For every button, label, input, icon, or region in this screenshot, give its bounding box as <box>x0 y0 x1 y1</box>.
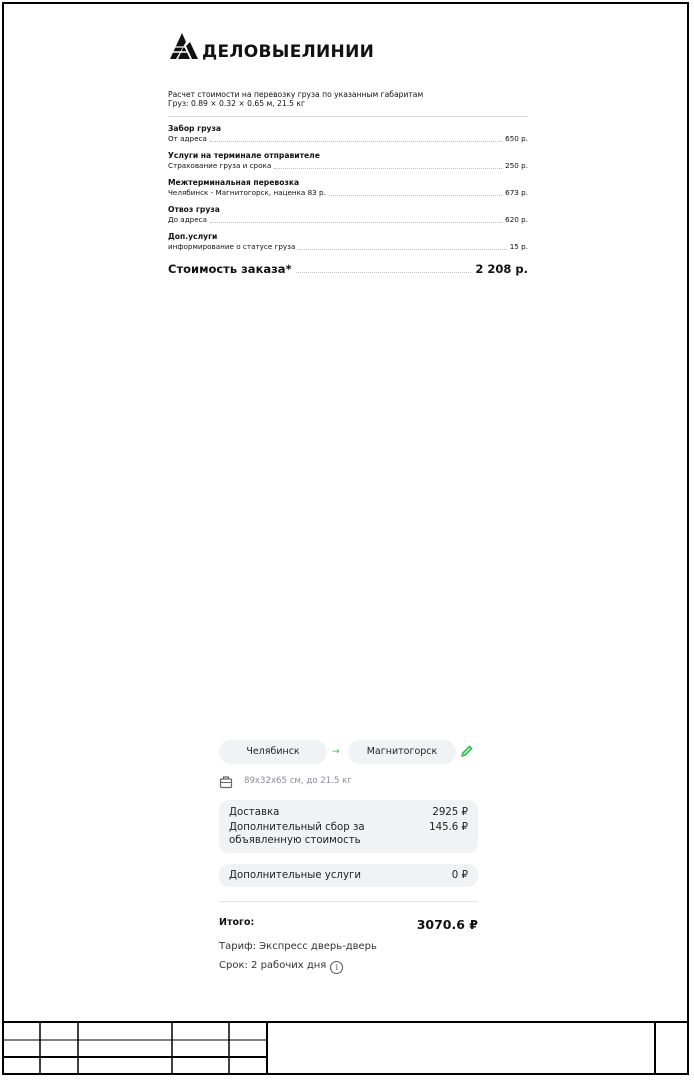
section-title: Межтерминальная перевозка <box>168 178 300 187</box>
widget-total-label: Итого: <box>219 917 255 928</box>
leader-dots <box>210 222 502 223</box>
fee-label: Дополнительный сбор за объявленную стоимость <box>229 822 365 846</box>
line-item <box>168 242 528 252</box>
order-total-label: Стоимость заказа* <box>168 262 292 276</box>
arrow-right-icon: → <box>332 747 340 757</box>
pencil-icon[interactable] <box>460 745 473 758</box>
stamp-grid <box>2 1021 689 1075</box>
to-city-field[interactable]: Магнитогорск <box>348 740 456 764</box>
line-item-value: 620 р. <box>505 215 528 224</box>
delivery-label: Доставка <box>229 807 280 818</box>
section-title: Отвоз груза <box>168 205 220 214</box>
line-item-label: До адреса <box>168 215 208 224</box>
info-icon[interactable]: i <box>330 961 343 974</box>
calc-heading: Расчет стоимости на перевозку груза по указанным габаритам <box>168 90 424 99</box>
mountain-logo-icon <box>168 30 200 60</box>
route-row <box>219 740 478 764</box>
section-extra-services <box>168 232 528 252</box>
extra-services <box>229 869 468 882</box>
calc-cargo: Груз: 0.89 × 0.32 × 0.65 м, 21.5 кг <box>168 99 305 108</box>
line-item <box>168 161 528 171</box>
divider <box>168 116 528 117</box>
line-item-value: 650 р. <box>505 134 528 143</box>
section-interterminal <box>168 178 528 198</box>
leader-dots <box>329 195 502 196</box>
widget-total <box>219 917 478 932</box>
line-item <box>168 134 528 144</box>
cargo-summary <box>219 775 478 789</box>
leader-dots <box>296 272 472 273</box>
line-item-value: 15 р. <box>509 242 528 251</box>
from-city-field[interactable]: Челябинск <box>219 740 327 764</box>
logo-wordmark: ДЕЛОВЫЕЛИНИИ <box>202 42 375 62</box>
delivery-value: 2925 ₽ <box>432 807 468 818</box>
line-item-value: 250 р. <box>505 161 528 170</box>
section-pickup <box>168 124 528 144</box>
section-sender-terminal <box>168 151 528 171</box>
delivery-row <box>229 806 468 819</box>
leader-dots <box>298 249 506 250</box>
fee-row <box>229 821 468 847</box>
term-text: Срок: 2 рабочих дня <box>219 960 327 971</box>
order-total <box>168 262 528 276</box>
divider <box>219 901 478 902</box>
cost-calculation <box>168 90 528 276</box>
line-item-label: Страхование груза и срока <box>168 161 272 170</box>
tariff-text: Тариф: Экспресс дверь-дверь <box>219 941 377 952</box>
line-item-value: 673 р. <box>505 188 528 197</box>
line-item-label: От адреса <box>168 134 207 143</box>
fee-value: 145.6 ₽ <box>429 822 468 833</box>
section-title: Услуги на терминале отправителе <box>168 151 320 160</box>
widget-total-value: 3070.6 ₽ <box>416 917 478 932</box>
section-title: Забор груза <box>168 124 222 133</box>
line-item <box>168 215 528 225</box>
leader-dots <box>274 168 502 169</box>
extra-services-value: 0 ₽ <box>451 870 468 881</box>
section-delivery <box>168 205 528 225</box>
box-icon <box>219 775 233 789</box>
title-block-stamp <box>2 1021 689 1075</box>
order-total-value: 2 208 р. <box>475 262 528 276</box>
leader-dots <box>210 141 502 142</box>
section-title: Доп.услуги <box>168 232 218 241</box>
extra-services-label: Дополнительные услуги <box>229 870 361 881</box>
delivery-widget <box>219 740 478 974</box>
cargo-dimensions: 89x32x65 см, до 21.5 кг <box>244 776 352 786</box>
extra-services-row[interactable] <box>219 864 478 887</box>
price-breakdown <box>219 800 478 853</box>
term-line <box>219 959 478 974</box>
line-item-label: Челябинск - Магнитогорск, наценка 83 р. <box>168 188 326 197</box>
line-item <box>168 188 528 198</box>
line-item-label: информирование о статусе груза <box>168 242 296 251</box>
